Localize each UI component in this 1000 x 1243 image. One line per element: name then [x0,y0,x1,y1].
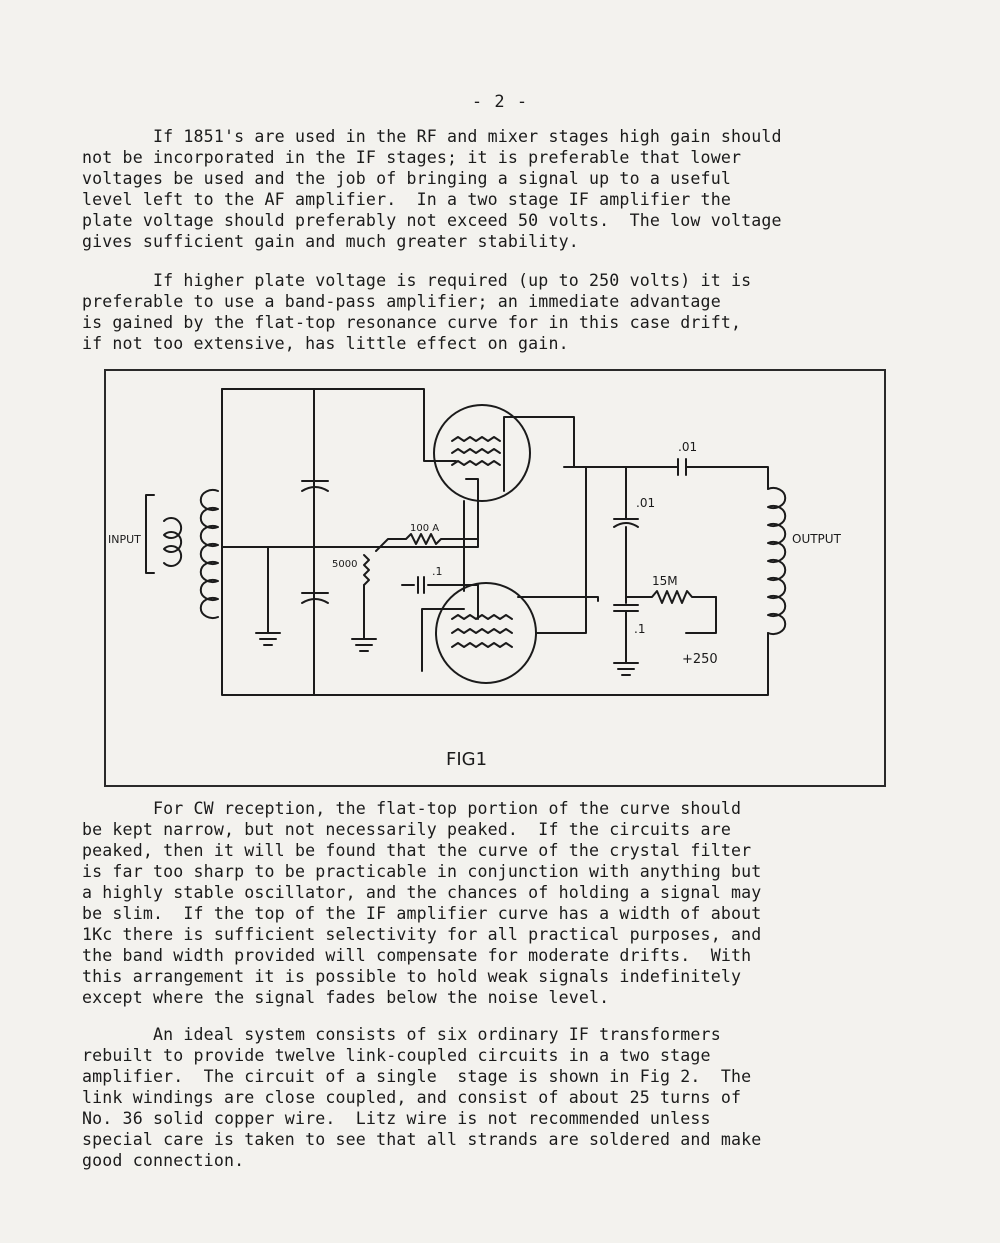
paragraph-1: If 1851's are used in the RF and mixer stages high gain should not be incorporated in the IF stages; it is preferable that lower voltages be used and the job of bringing a signal up to a useful level left to the AF amplifier. In a two stage IF amplifier the plate voltage should preferably not exceed 50 volts. The low voltage gives sufficient gain and much greater stability. [82,127,782,251]
upper-tube-grid-2 [452,449,500,453]
label-b-plus: +250 [682,652,718,667]
label-cap-0.01-top: .01 [678,440,698,454]
circuit-schematic [106,371,884,785]
label-input: INPUT [108,533,141,546]
grid-wire [222,479,478,547]
upper-tube-grid-1 [452,437,500,441]
ground-left [256,633,280,645]
label-cap-0.1-lower: .1 [432,565,443,578]
label-pot-5000: 5000 [332,559,358,570]
ground-mid [352,639,376,651]
cap-0.01-mid [614,467,638,571]
paragraph-3: For CW reception, the flat-top portion of the curve should be kept narrow, but not necessarily peaked. If the circuits are peaked, then it will be found that the curve of the crystal filter is far too sharp to be practicable in conjunction with anything but a highly stable oscillator, and the chances of holding a signal may be slim. If the top of the IF amplifier curve has a width of about 1Kc there is sufficient selectivity for all practical purposes, and the band width provided will compensate for moderate drifts. With this arrangement it is possible to hold weak signals indefinitely except where the signal fades below the noise level. [82,799,762,1007]
paragraph-4: An ideal system consists of six ordinary IF transformers rebuilt to provide twelve link-coupled circuits in a two stage amplifier. The circuit of a single stage is shown in Fig 2. The link windings are close coupled, and consist of about 25 turns of No. 36 solid copper wire. Litz wire is not recommended unless special care is taken to see that all strands are soldered and make good connection. [82,1025,762,1170]
upper-tube-grid-3 [452,461,500,465]
resistor-15m [626,591,716,603]
lower-tube-grid-1 [452,615,512,619]
label-cap-0.1-right: .1 [634,622,646,636]
upper-plate-lead [504,417,574,491]
label-output: OUTPUT [792,532,841,546]
figure-caption: FIG1 [446,749,488,770]
pot-resistor [364,555,369,585]
r-100-ohm [376,534,478,551]
label-cap-0.01-mid: .01 [636,496,656,510]
page-number: - 2 - [471,92,529,112]
input-coil [201,490,218,618]
coupling-cap [574,459,768,489]
label-r-15m: 15M [652,574,678,588]
lower-plate-lead [536,467,586,633]
bottom-wire [222,389,768,695]
ground-right [614,663,638,675]
label-r-100: 100 A [410,523,440,534]
lower-tube-grid-3 [452,643,512,647]
paragraph-2: If higher plate voltage is required (up to 250 volts) it is preferable to use a band-pass amplifier; an immediate advantage is gained by the flat-top resonance curve for in this case drift, if not too extensive, has little effect on gain. [82,271,752,353]
input-link-lead [146,495,154,573]
input-link-coil [164,518,181,566]
b-plus-lead [686,597,716,633]
lower-tube-grid-2 [452,629,512,633]
upper-tube [434,405,530,501]
top-wire [222,389,456,461]
output-coil [768,488,785,634]
cap-0.1-right [614,571,638,663]
circuit-figure [104,369,886,787]
